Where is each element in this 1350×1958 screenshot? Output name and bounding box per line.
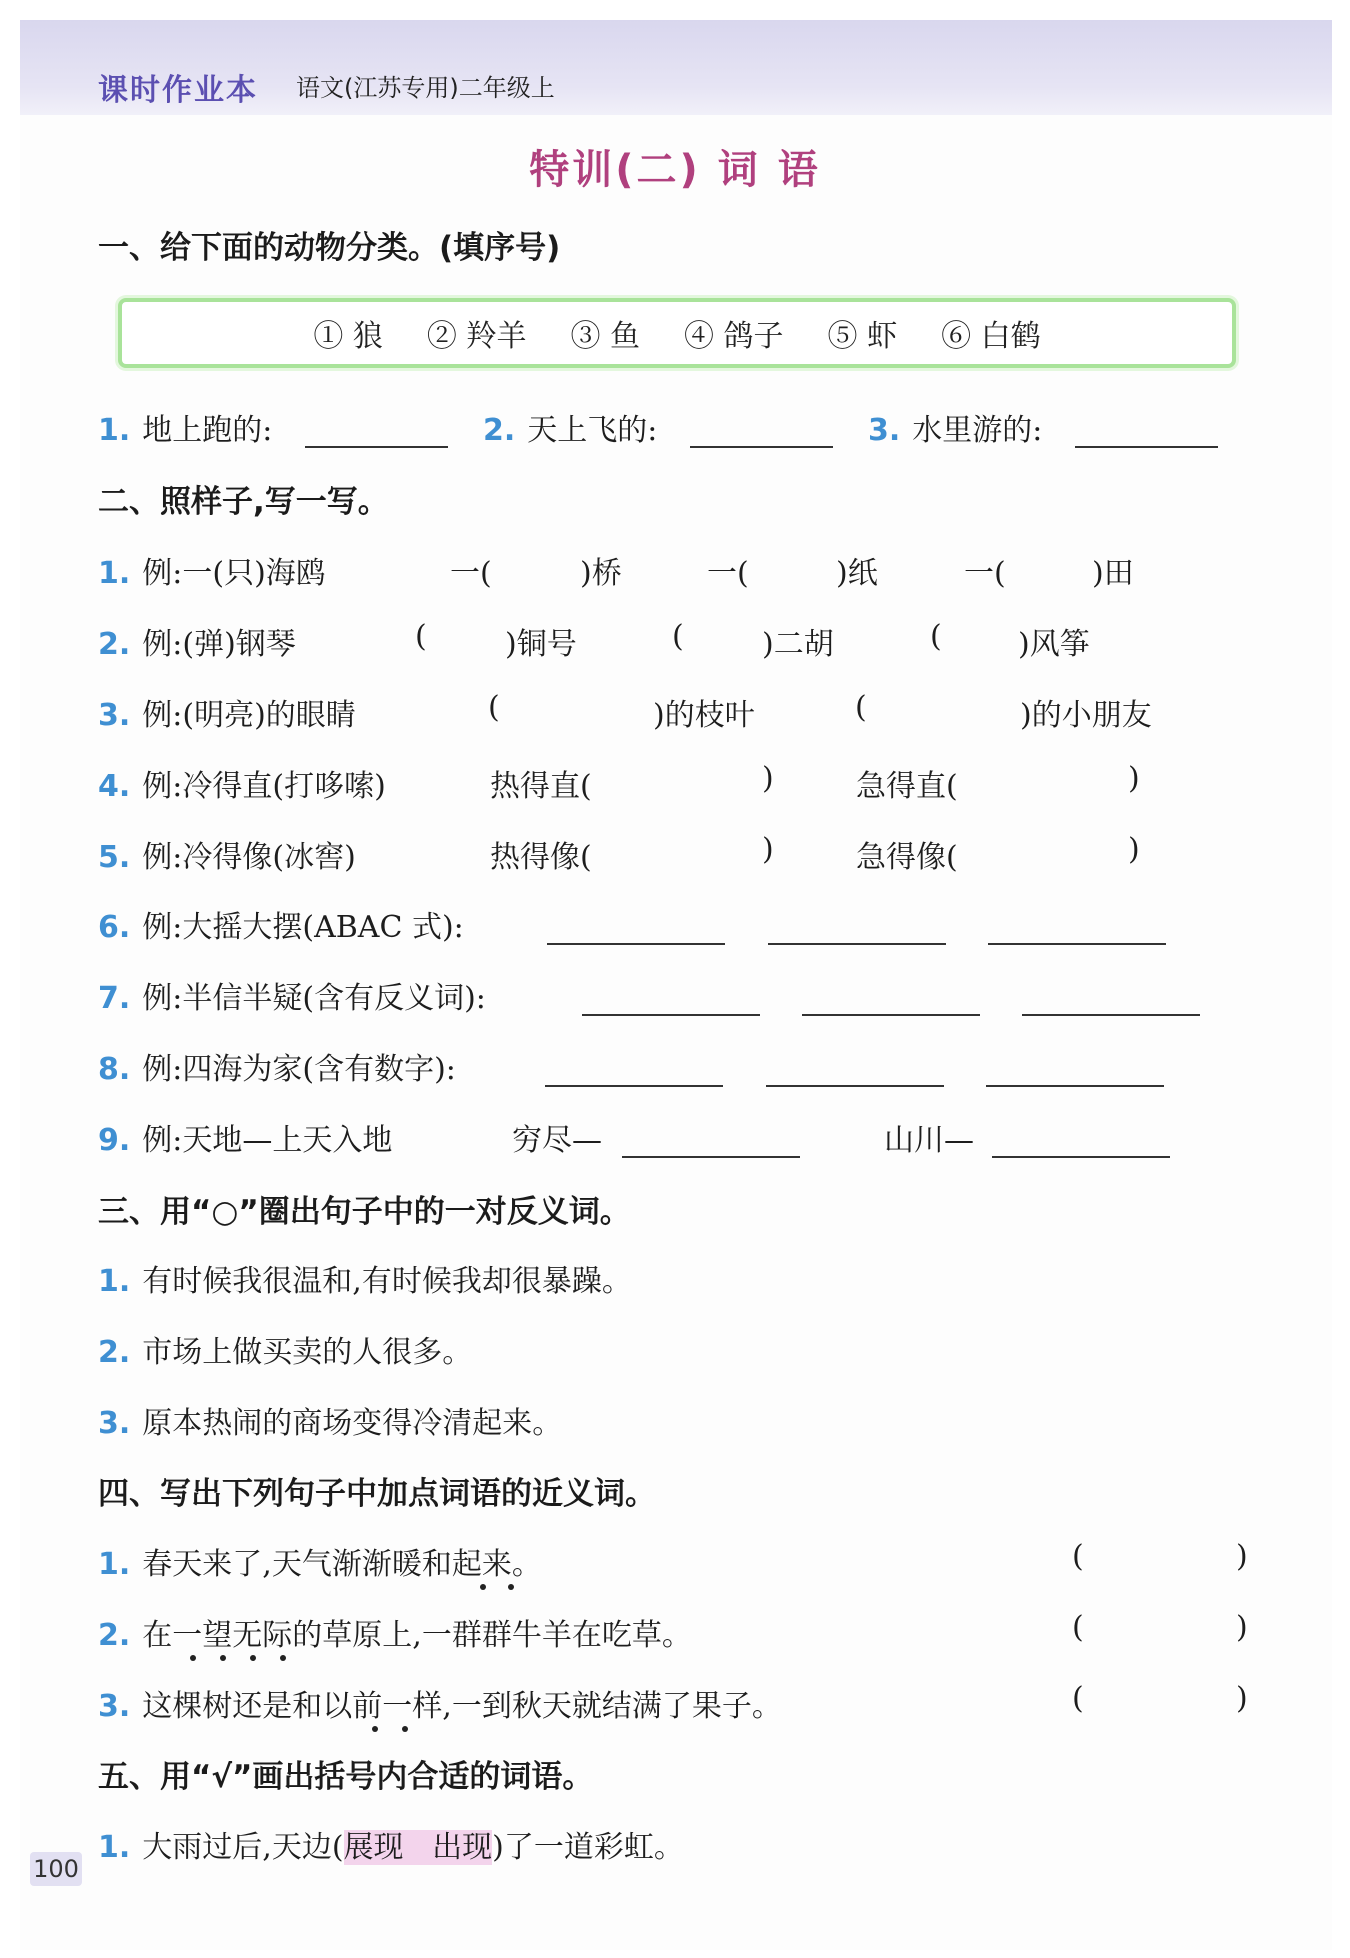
- s2-q9-item: 穷尽—: [512, 1123, 602, 1158]
- series-title: 课时作业本: [98, 73, 258, 108]
- animal-option: ③ 鱼: [570, 319, 640, 354]
- s2-q3-example: 3. 例:(明亮)的眼睛: [98, 698, 356, 733]
- answer-blank[interactable]: [768, 943, 946, 945]
- animal-option: ④ 鸽子: [684, 319, 784, 354]
- s2-q2-item: )二胡: [762, 627, 834, 662]
- answer-blank[interactable]: [582, 1014, 760, 1016]
- s1-question-3: 3. 水里游的:: [868, 413, 1043, 448]
- answer-blank[interactable]: [1022, 1014, 1200, 1016]
- s2-q8-example: 8. 例:四海为家(含有数字):: [98, 1052, 456, 1087]
- s2-q3-item: )的枝叶: [653, 698, 755, 733]
- answer-paren: ): [1236, 1610, 1248, 1645]
- s2-q4-item: 热得直(: [490, 769, 592, 804]
- s2-q1-item: 一(: [964, 556, 1006, 591]
- s3-item: 1. 有时候我很温和,有时候我却很暴躁。: [98, 1264, 632, 1299]
- answer-blank[interactable]: [690, 446, 833, 448]
- s2-q2-example: 2. 例:(弹)钢琴: [98, 627, 296, 662]
- s2-q9-item: 山川—: [884, 1123, 974, 1158]
- answer-blank[interactable]: [988, 943, 1166, 945]
- s2-q5-item: ): [762, 832, 774, 867]
- s2-q5-item: 热得像(: [490, 840, 592, 875]
- section1-heading: 一、给下面的动物分类。(填序号): [98, 230, 561, 266]
- animal-option: ② 羚羊: [426, 319, 527, 354]
- option-zhanxian[interactable]: 展现: [343, 1830, 404, 1865]
- s2-q1-item: )桥: [580, 556, 622, 591]
- answer-paren: ): [1236, 1539, 1248, 1574]
- s2-q1-item: 一(: [450, 556, 492, 591]
- answer-blank[interactable]: [992, 1156, 1170, 1158]
- answer-paren: (: [1072, 1610, 1084, 1645]
- animal-option: ① 狼: [313, 319, 383, 354]
- answer-blank[interactable]: [986, 1085, 1164, 1087]
- s2-q5-item: 急得像(: [856, 840, 958, 875]
- answer-blank[interactable]: [1075, 446, 1218, 448]
- answer-blank[interactable]: [547, 943, 725, 945]
- answer-paren: (: [1072, 1681, 1084, 1716]
- s2-q4-item: ): [1128, 761, 1140, 796]
- s4-item: 2. 在一望无际的草原上,一群群牛羊在吃草。: [98, 1618, 692, 1653]
- answer-blank[interactable]: [545, 1085, 723, 1087]
- answer-blank[interactable]: [766, 1085, 944, 1087]
- section4-heading: 四、写出下列句子中加点词语的近义词。: [98, 1476, 656, 1512]
- book-title: 语文(江苏专用)二年级上: [296, 74, 555, 102]
- s2-q6-example: 6. 例:大摇大摆(ABAC 式):: [98, 910, 464, 945]
- page-header: [20, 20, 1332, 115]
- s2-q5-item: ): [1128, 832, 1140, 867]
- s2-q2-item: (: [930, 619, 942, 654]
- animal-options-box: [118, 298, 1236, 368]
- section3-heading: 三、用“○”圈出句子中的一对反义词。: [98, 1194, 631, 1230]
- s2-q1-example: 1. 例:一(只)海鸥: [98, 556, 326, 591]
- answer-blank[interactable]: [622, 1156, 800, 1158]
- s2-q1-item: 一(: [707, 556, 749, 591]
- section2-heading: 二、照样子,写一写。: [98, 484, 389, 520]
- s2-q1-item: )纸: [836, 556, 878, 591]
- s2-q4-item: ): [762, 761, 774, 796]
- page-title: 特训(二) 词 语: [529, 147, 821, 193]
- s2-q4-item: 急得直(: [856, 769, 958, 804]
- option-chuxian[interactable]: 出现: [432, 1830, 493, 1865]
- s1-question-1: 1. 地上跑的:: [98, 413, 273, 448]
- s2-q4-example: 4. 例:冷得直(打哆嗦): [98, 769, 386, 804]
- s2-q5-example: 5. 例:冷得像(冰窖): [98, 840, 356, 875]
- s5-question-1: 1. 大雨过后,天边(展现 出现)了一道彩虹。: [98, 1830, 684, 1865]
- s4-item: 1. 春天来了,天气渐渐暖和起来。: [98, 1547, 542, 1582]
- s2-q3-item: )的小朋友: [1020, 698, 1152, 733]
- s2-q2-item: )风筝: [1018, 627, 1090, 662]
- answer-paren: (: [1072, 1539, 1084, 1574]
- answer-blank[interactable]: [305, 446, 448, 448]
- s3-item: 2. 市场上做买卖的人很多。: [98, 1335, 473, 1370]
- animal-option: ⑤ 虾: [827, 319, 898, 354]
- s2-q3-item: (: [855, 690, 867, 725]
- s2-q9-example: 9. 例:天地—上天入地: [98, 1123, 393, 1158]
- s2-q3-item: (: [488, 690, 500, 725]
- s2-q1-item: )田: [1092, 556, 1134, 591]
- answer-blank[interactable]: [802, 1014, 980, 1016]
- s3-item: 3. 原本热闹的商场变得冷清起来。: [98, 1406, 563, 1441]
- section5-heading: 五、用“√”画出括号内合适的词语。: [98, 1759, 594, 1795]
- s2-q2-item: (: [672, 619, 684, 654]
- answer-paren: ): [1236, 1681, 1248, 1716]
- s2-q2-item: )铜号: [505, 627, 577, 662]
- s1-question-2: 2. 天上飞的:: [483, 413, 658, 448]
- s2-q7-example: 7. 例:半信半疑(含有反义词):: [98, 981, 486, 1016]
- s2-q2-item: (: [415, 619, 427, 654]
- page-number: 100: [30, 1852, 82, 1886]
- animal-option: ⑥ 白鹤: [941, 319, 1041, 354]
- s4-item: 3. 这棵树还是和以前一样,一到秋天就结满了果子。: [98, 1689, 782, 1724]
